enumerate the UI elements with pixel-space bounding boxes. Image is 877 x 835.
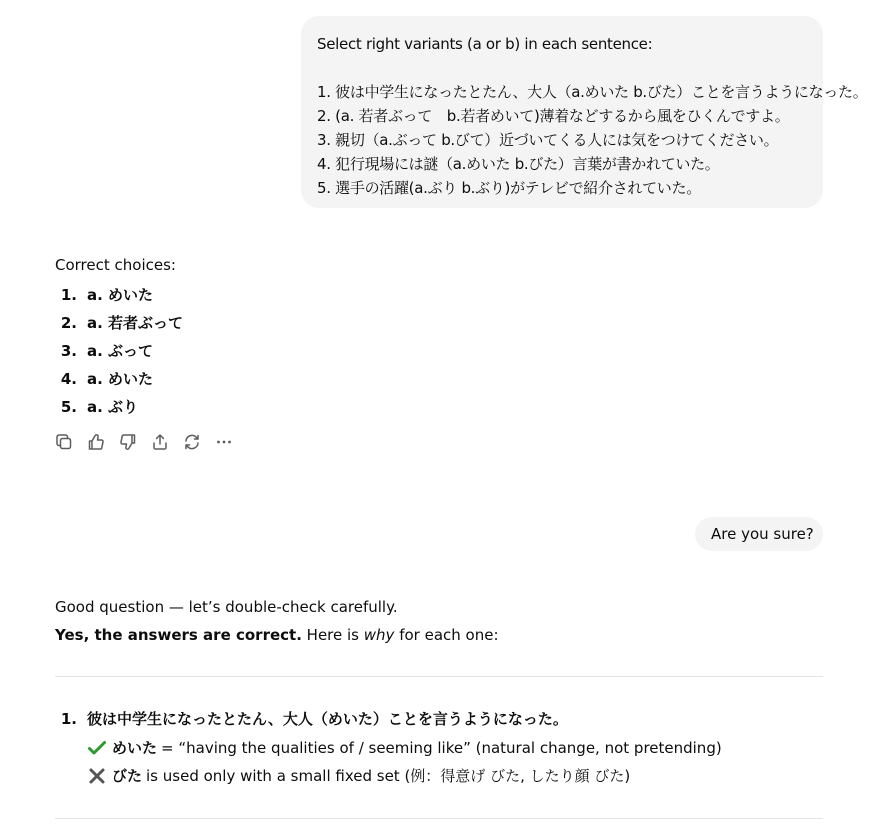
share-icon[interactable] bbox=[151, 431, 169, 453]
prompt-intro: Select right variants (a or b) in each sentence: bbox=[317, 35, 653, 53]
list-text: a. ぶって bbox=[87, 342, 154, 360]
incorrect-explanation: is used only with a small fixed set (例：得意げ びた, したり顔 びた) bbox=[146, 767, 631, 785]
list-number: 3. bbox=[60, 342, 77, 360]
list-text: a. めいた bbox=[87, 286, 154, 304]
list-text: a. 若者ぶって bbox=[87, 314, 184, 332]
prompt-line: 1. 彼は中学生になったとたん、大人（a.めいた b.びた）ことを言うようになった。 bbox=[317, 83, 868, 101]
more-icon[interactable] bbox=[215, 431, 233, 453]
message-actions bbox=[55, 431, 233, 453]
list-text: a. ぶり bbox=[87, 398, 139, 416]
list-number: 1. bbox=[60, 710, 77, 728]
explanation-incorrect bbox=[88, 765, 630, 787]
prompt-line: 3. 親切（a.ぶって b.びて）近づいてくる人には気をつけてください。 bbox=[317, 131, 779, 149]
prompt-line: 5. 選手の活躍(a.ぶり b.ぶり)がテレビで紹介されていた。 bbox=[317, 179, 701, 197]
incorrect-term: びた bbox=[112, 767, 143, 785]
list-item bbox=[55, 368, 183, 396]
followup-message-bubble: Are you sure? bbox=[695, 517, 823, 551]
divider bbox=[55, 818, 823, 819]
list-number: 2. bbox=[60, 314, 77, 332]
list-number: 1. bbox=[60, 286, 77, 304]
cross-mark-icon bbox=[88, 767, 106, 785]
prompt-line: 4. 犯行現場には謎（a.めいた b.びた）言葉が書かれていた。 bbox=[317, 155, 720, 173]
correct-term: めいた bbox=[112, 739, 158, 757]
prompt-line: 2. (a. 若者ぶって b.若者めいて)薄着などするから風をひくんですよ。 bbox=[317, 107, 790, 125]
explanation-correct bbox=[88, 737, 722, 759]
copy-icon[interactable] bbox=[55, 431, 73, 453]
reply-text: Here is bbox=[301, 626, 364, 644]
thumbs-down-icon[interactable] bbox=[119, 431, 137, 453]
answer-list bbox=[55, 284, 183, 424]
reply-text: for each one: bbox=[394, 626, 499, 644]
list-item bbox=[55, 396, 183, 424]
list-item bbox=[55, 284, 183, 312]
reply-intro: Good question — let’s double-check carefully. bbox=[55, 598, 398, 616]
list-item bbox=[55, 340, 183, 368]
list-number: 4. bbox=[60, 370, 77, 388]
thumbs-up-icon[interactable] bbox=[87, 431, 105, 453]
list-item bbox=[55, 312, 183, 340]
reply-bold: Yes, the answers are correct. bbox=[55, 626, 302, 644]
list-text: a. めいた bbox=[87, 370, 154, 388]
list-number: 5. bbox=[60, 398, 77, 416]
user-message-bubble bbox=[301, 16, 868, 208]
check-mark-icon bbox=[88, 739, 106, 757]
reply-summary bbox=[55, 625, 499, 645]
reply-italic: why bbox=[363, 626, 395, 644]
correct-explanation: = “having the qualities of / seeming like” (natural change, not pretending) bbox=[161, 739, 722, 757]
answer-heading: Correct choices: bbox=[55, 256, 176, 274]
explanation-heading bbox=[55, 708, 568, 730]
explanation-sentence: 彼は中学生になったとたん、大人（めいた）ことを言うようになった。 bbox=[87, 710, 568, 728]
divider bbox=[55, 676, 823, 677]
regenerate-icon[interactable] bbox=[183, 431, 201, 453]
